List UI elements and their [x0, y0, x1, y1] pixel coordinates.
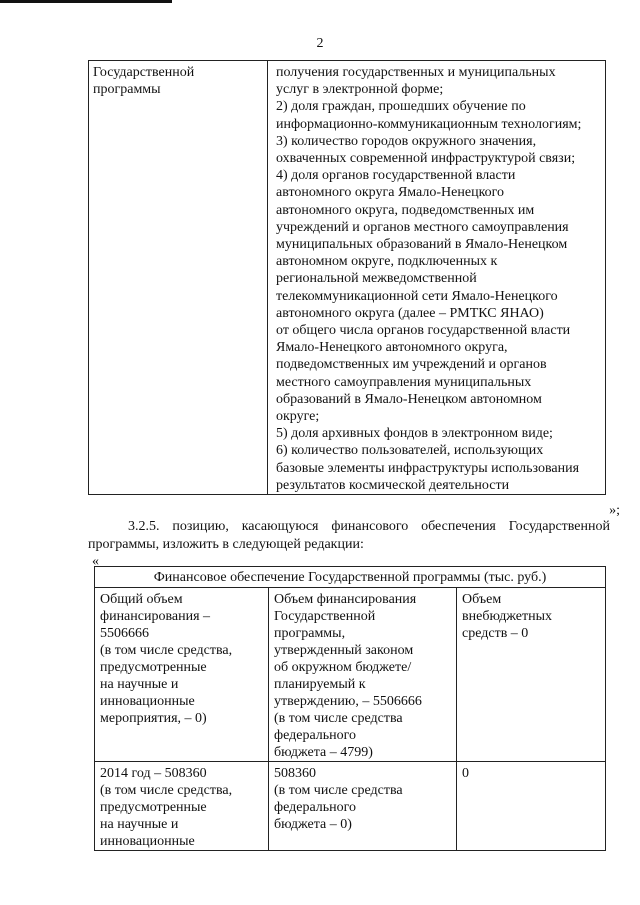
program-right-cell	[268, 61, 606, 495]
extrabudget-funding-cell	[457, 588, 606, 762]
text-line: телекоммуникационной сети Ямало-Ненецкого	[276, 288, 558, 304]
text-line: утвержденный законом	[274, 643, 414, 658]
text-line: базовые элементы инфраструктуры использования	[276, 460, 580, 476]
table-row	[95, 588, 606, 762]
text-line: учреждений и органов местного самоуправления	[276, 219, 569, 235]
text-line: на научные и	[100, 677, 179, 692]
text-line: 2014 год – 508360	[100, 766, 207, 781]
table-row	[95, 762, 606, 851]
program-left-cell	[89, 61, 268, 495]
text-line: финансирования –	[100, 609, 211, 624]
header-rule	[0, 0, 172, 3]
text-line: программы,	[274, 626, 346, 641]
text-line: федерального	[274, 728, 357, 743]
text-line: Государственной	[274, 609, 376, 624]
text-line: округе;	[276, 409, 320, 425]
text-line: 5506666	[100, 626, 149, 641]
amendment-paragraph	[88, 518, 610, 554]
text-line: мероприятия, – 0)	[100, 711, 207, 726]
text-line: 0	[462, 766, 469, 781]
text-line: программы	[93, 82, 161, 98]
text-line: муниципальных образований в Ямало-Ненецком	[276, 237, 568, 253]
text-line: автономного округа Ямало-Ненецкого	[276, 185, 505, 201]
text-line: средств – 0	[462, 626, 529, 641]
text-line: 508360	[274, 766, 316, 781]
opening-quote-mark: «	[92, 554, 99, 569]
text-line: информационно-коммуникационным технологиям;	[276, 116, 582, 132]
text-line: (в том числе средства,	[100, 783, 233, 798]
text-line: местного самоуправления муниципальных	[276, 374, 532, 390]
finance-table	[94, 566, 606, 851]
text-line: утверждению, – 5506666	[274, 694, 422, 709]
text-line: федерального	[274, 800, 357, 815]
program-indicators-table	[88, 60, 606, 495]
paragraph-line-2: программы, изложить в следующей редакции:	[88, 537, 364, 552]
text-line: 3) количество городов окружного значения,	[276, 133, 537, 149]
text-line: Объем финансирования	[274, 592, 417, 607]
text-line: (в том числе средства	[274, 711, 403, 726]
text-line: 2) доля граждан, прошедших обучение по	[276, 99, 526, 115]
table-row	[89, 61, 606, 495]
text-line: планируемый к	[274, 677, 366, 692]
text-line: (в том числе средства,	[100, 643, 233, 658]
text-line: на научные и	[100, 817, 179, 832]
text-line: Объем	[462, 592, 502, 607]
text-line: подведомственных им учреждений и органов	[276, 357, 547, 373]
text-line: бюджета – 4799)	[274, 745, 373, 760]
text-line: автономного округа, подведомственных им	[276, 202, 535, 218]
text-line: внебюджетных	[462, 609, 553, 624]
text-line: Государственной	[93, 65, 195, 80]
text-line: автономного округа (далее – РМТКС ЯНАО)	[276, 305, 544, 321]
text-line: региональной межведомственной	[276, 271, 477, 287]
total-funding-cell	[95, 588, 269, 762]
year-2014-program-cell	[269, 762, 457, 851]
text-line: получения государственных и муниципальных	[276, 65, 556, 80]
closing-quote-mark: »;	[609, 503, 620, 518]
text-line: предусмотренные	[100, 660, 207, 675]
text-line: об окружном бюджете/	[274, 660, 412, 675]
text-line: инновационные	[100, 834, 195, 849]
text-line: 4) доля органов государственной власти	[276, 168, 516, 184]
text-line: образований в Ямало-Ненецком автономном	[276, 391, 542, 407]
text-line: (в том числе средства	[274, 783, 403, 798]
text-line: 6) количество пользователей, использующих	[276, 443, 544, 459]
text-line: от общего числа органов государственной власти	[276, 323, 571, 339]
text-line: предусмотренные	[100, 800, 207, 815]
text-line: Ямало-Ненецкого автономного округа,	[276, 340, 508, 356]
year-2014-total-cell	[95, 762, 269, 851]
finance-table-header: Финансовое обеспечение Государственной программы (тыс. руб.)	[95, 567, 606, 588]
year-2014-extrabudget-cell	[457, 762, 606, 851]
program-funding-cell	[269, 588, 457, 762]
text-line: 5) доля архивных фондов в электронном виде;	[276, 426, 553, 442]
page-number: 2	[316, 36, 324, 51]
text-line: услуг в электронной форме;	[276, 82, 444, 98]
table-header-row	[95, 567, 606, 588]
text-line: бюджета – 0)	[274, 817, 352, 832]
text-line: результатов космической деятельности	[276, 477, 510, 493]
text-line: Общий объем	[100, 592, 183, 607]
text-line: охваченных современной инфраструктурой связи;	[276, 151, 576, 167]
text-line: автономном округе, подключенных к	[276, 254, 498, 270]
paragraph-line-1: 3.2.5. позицию, касающуюся финансового обеспечения Государственной	[128, 519, 610, 534]
text-line: инновационные	[100, 694, 195, 709]
